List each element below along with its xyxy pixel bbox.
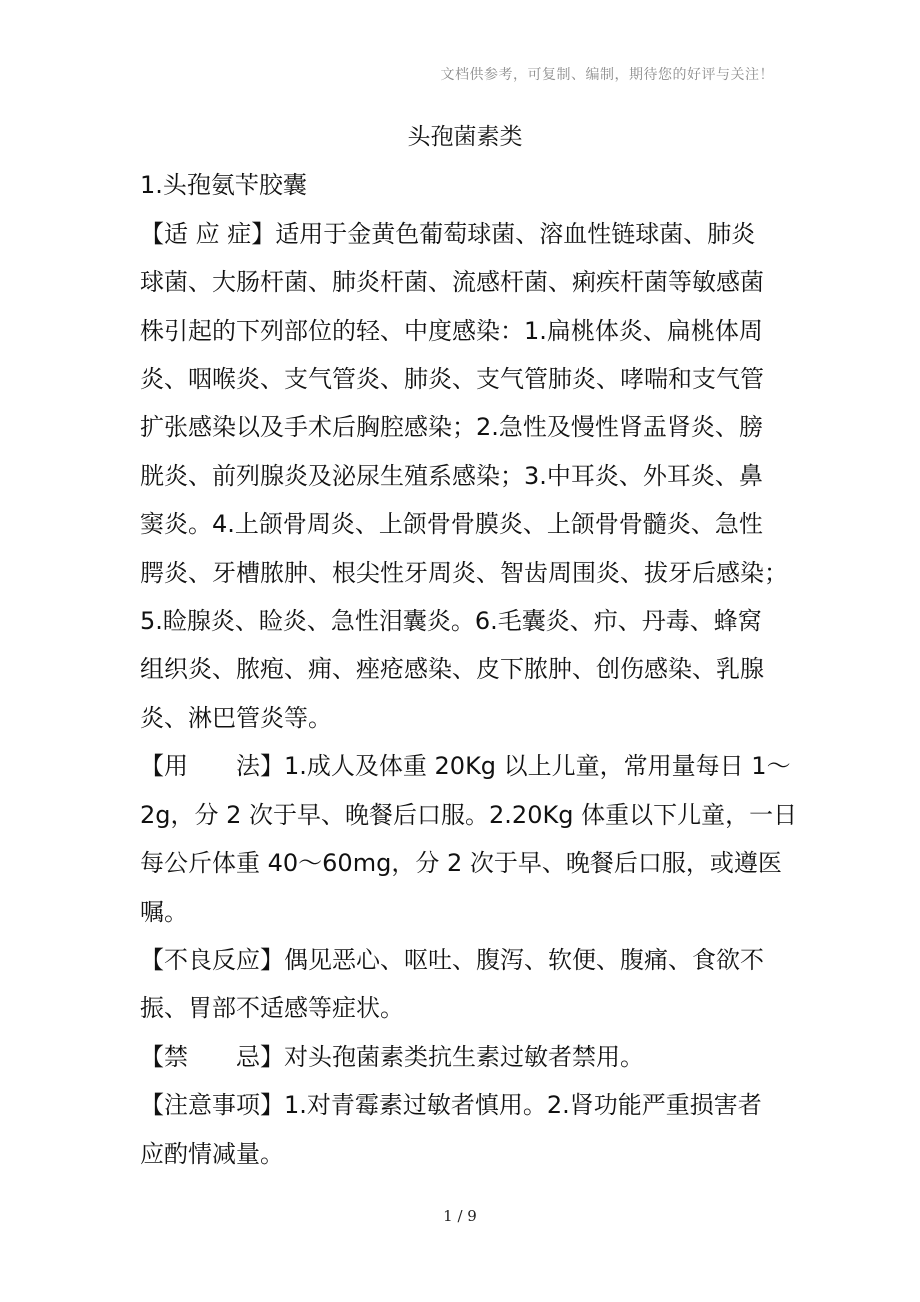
page-number: 1 / 9 — [443, 1207, 477, 1225]
page-title: 头孢菌素类 — [407, 124, 523, 150]
text-line: 窦炎。4.上颌骨周炎、上颌骨骨膜炎、上颌骨骨髓炎、急性 — [140, 510, 763, 539]
document-body — [140, 113, 798, 1178]
text-line: 【用 法】1.成人及体重 20Kg 以上儿童，常用量每日 1～ — [140, 752, 791, 781]
text-line: 5.睑腺炎、睑炎、急性泪囊炎。6.毛囊炎、疖、丹毒、蜂窝 — [140, 607, 762, 636]
text-line: 炎、咽喉炎、支气管炎、肺炎、支气管肺炎、哮喘和支气管 — [140, 365, 764, 394]
body-text — [140, 210, 798, 1178]
text-line: 炎、淋巴管炎等。 — [140, 703, 332, 732]
text-line: 株引起的下列部位的轻、中度感染：1.扁桃体炎、扁桃体周 — [140, 316, 763, 345]
header-note: 文档供参考，可复制、编制，期待您的好评与关注！ — [440, 67, 774, 83]
text-line: 腭炎、牙槽脓肿、根尖性牙周炎、智齿周围炎、拔牙后感染； — [140, 558, 788, 587]
text-line: 应酌情减量。 — [140, 1139, 284, 1168]
text-line: 组织炎、脓疱、痈、痤疮感染、皮下脓肿、创伤感染、乳腺 — [140, 655, 764, 684]
text-line: 【不良反应】偶见恶心、呕吐、腹泻、软便、腹痛、食欲不 — [140, 945, 764, 974]
text-line: 【适 应 症】适用于金黄色葡萄球菌、溶血性链球菌、肺炎 — [140, 219, 756, 248]
text-line: 每公斤体重 40～60mg，分 2 次于早、晚餐后口服，或遵医 — [140, 849, 782, 878]
text-line: 2g，分 2 次于早、晚餐后口服。2.20Kg 体重以下儿童，一日 — [140, 800, 798, 829]
drug-heading: 1.头孢氨苄胶囊 — [140, 171, 307, 200]
text-line: 胱炎、前列腺炎及泌尿生殖系感染；3.中耳炎、外耳炎、鼻 — [140, 461, 763, 490]
text-line: 球菌、大肠杆菌、肺炎杆菌、流感杆菌、痢疾杆菌等敏感菌 — [140, 268, 764, 297]
text-line: 扩张感染以及手术后胸腔感染；2.急性及慢性肾盂肾炎、膀 — [140, 413, 763, 442]
text-line: 嘱。 — [140, 897, 188, 926]
text-line: 【注意事项】1.对青霉素过敏者慎用。2.肾功能严重损害者 — [140, 1091, 762, 1120]
text-line: 振、胃部不适感等症状。 — [140, 994, 404, 1023]
text-line: 【禁 忌】对头孢菌素类抗生素过敏者禁用。 — [140, 1042, 644, 1071]
